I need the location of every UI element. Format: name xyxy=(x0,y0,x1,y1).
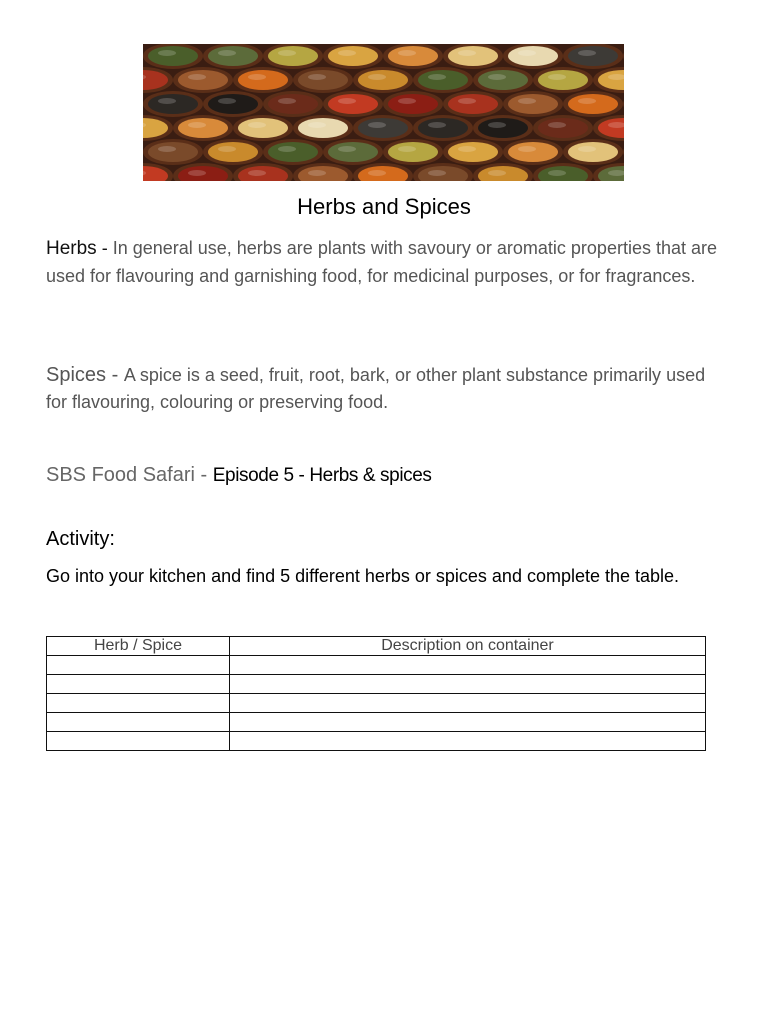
table-cell-description[interactable] xyxy=(230,694,706,713)
table-cell-description[interactable] xyxy=(230,656,706,675)
header-description: Description on container xyxy=(230,637,706,656)
sbs-source: SBS Food Safari - xyxy=(46,464,213,486)
herbs-definition xyxy=(46,235,726,289)
table-cell-herb[interactable] xyxy=(47,732,230,751)
herbs-spices-table xyxy=(46,636,706,751)
table-header-row xyxy=(47,637,706,656)
page-title: Herbs and Spices xyxy=(297,194,471,219)
table-row xyxy=(47,713,706,732)
table-row xyxy=(47,694,706,713)
table-cell-herb[interactable] xyxy=(47,675,230,694)
spices-definition-text: A spice is a seed, fruit, root, bark, or other plant substance primarily used for flavouring, colouring or preserving food. xyxy=(46,365,706,412)
spice-bowls-banner-image xyxy=(143,44,624,181)
spices-separator: - xyxy=(106,364,124,386)
spices-definition xyxy=(46,362,726,415)
sbs-reference xyxy=(46,464,432,487)
table-row xyxy=(47,675,706,694)
spices-term: Spices xyxy=(46,364,107,386)
table-cell-herb[interactable] xyxy=(47,694,230,713)
table-cell-description[interactable] xyxy=(230,713,706,732)
activity-instruction: Go into your kitchen and find 5 different herbs or spices and complete the table. xyxy=(46,566,680,586)
table-cell-herb[interactable] xyxy=(47,656,230,675)
table-cell-description[interactable] xyxy=(230,732,706,751)
table-row xyxy=(47,656,706,675)
herbs-definition-text: In general use, herbs are plants with savoury or aromatic properties that are used for flavouring and garnishing food, for medicinal purposes, or for fragrances. xyxy=(46,238,717,286)
activity-heading: Activity: xyxy=(46,528,115,550)
herbs-separator: - xyxy=(96,238,113,258)
sbs-episode-link[interactable]: Episode 5 - Herbs & spices xyxy=(212,465,432,486)
header-herb-spice: Herb / Spice xyxy=(47,637,230,656)
herbs-term: Herbs xyxy=(46,238,97,259)
table-row xyxy=(47,732,706,751)
table-cell-description[interactable] xyxy=(230,675,706,694)
table-cell-herb[interactable] xyxy=(47,713,230,732)
